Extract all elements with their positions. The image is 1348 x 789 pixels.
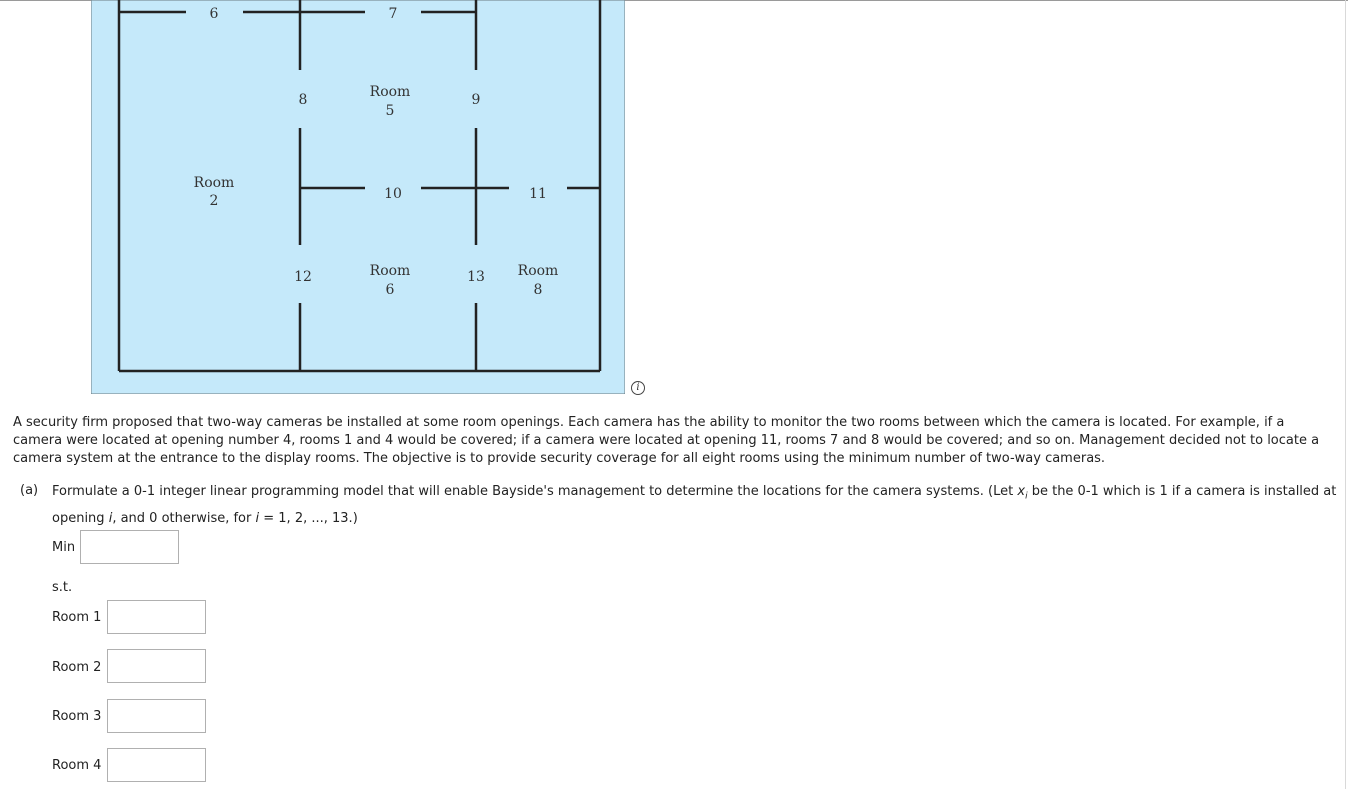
opening-6-label: 6 bbox=[209, 6, 219, 22]
constraint-room-2-input[interactable] bbox=[107, 649, 206, 683]
constraint-room-3-label: Room 3 bbox=[52, 709, 102, 724]
constraint-room-4-label: Room 4 bbox=[52, 758, 102, 773]
part-a-instructions bbox=[52, 481, 1337, 530]
opening-7-label: 7 bbox=[388, 6, 398, 22]
part-a-text-4: = 1, 2, ..., 13.) bbox=[259, 510, 358, 526]
problem-intro: A security firm proposed that two-way cameras be installed at some room openings. Each camera has the ability to monitor the two rooms between which the camera is located. For example, if a camera were located at opening number 4, rooms 1 and 4 would be covered; if a camera were located at opening 11, rooms 7 and 8 would be covered; and so on. Management decided not to locate a camera system at the entrance to the display rooms. The objective is to provide security coverage for all eight rooms using the minimum number of two-way cameras. bbox=[13, 415, 1320, 466]
room-5-word: Room bbox=[369, 84, 411, 100]
objective-input[interactable] bbox=[80, 530, 179, 564]
opening-11-label: 11 bbox=[529, 186, 547, 202]
constraint-room-1-label: Room 1 bbox=[52, 610, 102, 625]
floorplan-figure bbox=[91, 0, 625, 394]
room-8-word: Room bbox=[517, 263, 559, 279]
part-a-text-1: Formulate a 0-1 integer linear programming model that will enable Bayside's management to determine the locations for the camera systems. (Let bbox=[52, 484, 1018, 499]
part-a-text-2: be the 0-1 which is 1 if a camera is installed at opening bbox=[52, 484, 1337, 526]
opening-12-label: 12 bbox=[294, 269, 312, 285]
room-2-number: 2 bbox=[209, 193, 219, 209]
right-scroll-edge bbox=[1345, 0, 1346, 789]
min-label: Min bbox=[52, 540, 76, 555]
constraint-room-2-label: Room 2 bbox=[52, 660, 102, 675]
var-x-subscript: i bbox=[1025, 491, 1028, 502]
room-8-number: 8 bbox=[533, 282, 543, 298]
room-6-word: Room bbox=[369, 263, 411, 279]
info-icon[interactable]: i bbox=[631, 381, 645, 395]
room-6-number: 6 bbox=[385, 282, 395, 298]
part-a-tag: (a) bbox=[20, 483, 39, 498]
constraint-room-1-input[interactable] bbox=[107, 600, 206, 634]
var-x: x bbox=[1017, 484, 1026, 499]
opening-9-label: 9 bbox=[471, 92, 481, 108]
room-2-word: Room bbox=[193, 175, 235, 191]
room-5-number: 5 bbox=[385, 103, 395, 119]
opening-10-label: 10 bbox=[384, 186, 402, 202]
var-i: i bbox=[108, 510, 113, 526]
floorplan-svg bbox=[91, 0, 625, 394]
opening-8-label: 8 bbox=[298, 92, 308, 108]
part-a-text-3: , and 0 otherwise, for bbox=[112, 510, 256, 526]
var-i-2: i bbox=[255, 510, 260, 526]
st-label: s.t. bbox=[52, 580, 73, 595]
opening-13-label: 13 bbox=[467, 269, 485, 285]
constraint-room-4-input[interactable] bbox=[107, 748, 206, 782]
constraint-room-3-input[interactable] bbox=[107, 699, 206, 733]
